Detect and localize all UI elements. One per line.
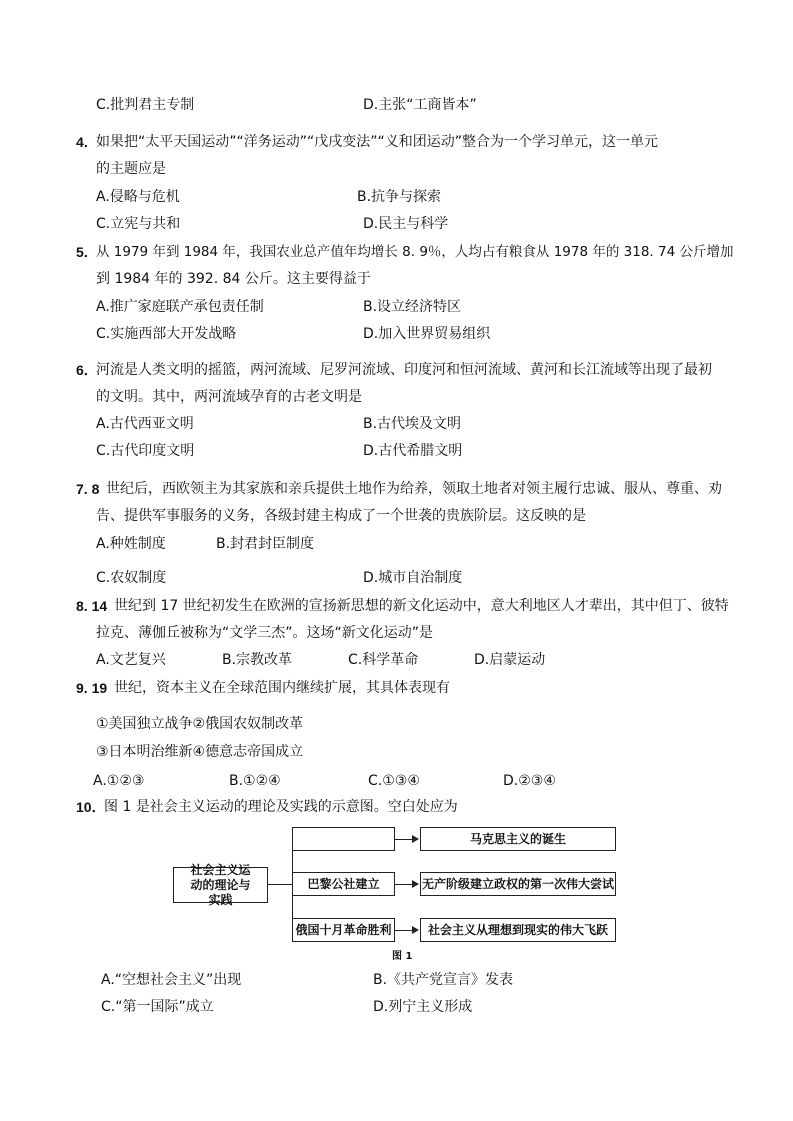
diagram-row1-right-box: [420, 827, 616, 851]
q3-option-d: D.主张“工商皆本”: [363, 97, 477, 113]
diagram-row1-arrow-line: [395, 839, 412, 840]
q9-statement-3-4: ③日本明治维新④德意志帝国成立: [96, 744, 304, 760]
q7-option-c: C.农奴制度: [96, 570, 167, 586]
q8-option-b: B.宗教改革: [222, 652, 293, 668]
q4-number: 4．: [76, 134, 98, 150]
diagram-root-box: [173, 862, 268, 907]
diagram-row3-left-box: [292, 918, 395, 942]
q6-stem-line1: 河流是人类文明的摇篮，两河流域、尼罗河流域、印度河和恒河流域、黄河和长江流域等出现了最初: [96, 362, 712, 378]
q10-number: 10．: [76, 799, 106, 815]
diagram-row3-right-label: 社会主义从理想到现实的伟大飞跃: [427, 922, 608, 937]
q8-option-d: D.启蒙运动: [474, 652, 546, 668]
q5-option-c: C.实施西部大开发战略: [96, 326, 237, 342]
diagram-row3-left-label: 俄国十月革命胜利: [295, 922, 392, 937]
q4-option-d: D.民主与科学: [363, 216, 449, 232]
q8-option-a: A.文艺复兴: [96, 652, 166, 668]
q5-stem-line1: 从 1979 年到 1984 年，我国农业总产值年均增长 8. 9％，人均占有粮食从 1978 年的 318. 74 公斤增加: [96, 244, 734, 260]
q10-stem-line1: 图 1 是社会主义运动的理论及实践的示意图。空白处应为: [104, 799, 458, 815]
q5-option-a: A.推广家庭联产承包责任制: [96, 299, 264, 315]
q7-stem-line1: 世纪后，西欧领主为其家族和亲兵提供土地作为给养，领取土地者对领主履行忠诚、服从、尊重、劝: [106, 481, 722, 497]
q8-option-c: C.科学革命: [348, 652, 419, 668]
q4-stem-line2: 的主题应是: [96, 161, 166, 177]
q4-option-b: B.抗争与探索: [357, 189, 442, 205]
q5-option-d: D.加入世界贸易组织: [363, 326, 491, 342]
q6-option-a: A.古代西亚文明: [96, 416, 194, 432]
diagram-row2-left-box: [292, 872, 395, 896]
diagram-row1-right-label: 马克思主义的诞生: [469, 831, 566, 846]
diagram-root-label: 社会主义运动的理论与实践: [190, 862, 251, 907]
q9-option-a: A.①②③: [93, 773, 145, 789]
q3-option-c: C.批判君主专制: [96, 97, 195, 113]
q7-number: 7. 8: [76, 481, 100, 497]
diagram-blank-box: [292, 827, 395, 851]
q10-option-b: B.《共产党宣言》发表: [373, 972, 514, 988]
q9-number: 9. 19: [76, 680, 108, 696]
q5-stem-line2: 到 1984 年的 392. 84 公斤。这主要得益于: [96, 271, 371, 287]
q6-number: 6．: [76, 362, 98, 378]
q6-stem-line2: 的文明。其中，两河流域孕育的古老文明是: [96, 389, 362, 405]
q4-stem-line1: 如果把“太平天国运动”“洋务运动”“戊戌变法”“义和团运动”整合为一个学习单元，这一单元: [96, 134, 659, 150]
q9-statement-1-2: ①美国独立战争②俄国农奴制改革: [96, 716, 304, 732]
q7-option-a: A.种姓制度: [96, 536, 166, 552]
q6-option-b: B.古代埃及文明: [363, 416, 462, 432]
q9-stem-line1: 世纪，资本主义在全球范围内继续扩展，其具体表现有: [114, 680, 450, 696]
q5-option-b: B.设立经济特区: [363, 299, 462, 315]
q9-option-b: B.①②④: [229, 773, 281, 789]
q8-stem-line1: 世纪到 17 世纪初发生在欧洲的宣扬新思想的新文化运动中，意大利地区人才辈出，其中但丁、彼特: [114, 598, 729, 614]
q9-option-c: C.①③④: [368, 773, 420, 789]
q9-option-d: D.②③④: [503, 773, 556, 789]
q4-option-c: C.立宪与共和: [96, 216, 181, 232]
q7-option-b: B.封君封臣制度: [216, 536, 315, 552]
figure-caption: 图 1: [392, 951, 413, 962]
q7-stem-line2: 告、提供军事服务的义务，各级封建主构成了一个世袭的贵族阶层。这反映的是: [96, 508, 586, 524]
diagram-row2-left-label: 巴黎公社建立: [307, 876, 380, 891]
q10-option-d: D.列宁主义形成: [373, 999, 473, 1015]
q8-stem-line2: 拉克、薄伽丘被称为“文学三杰”。这场“新文化运动”是: [96, 625, 434, 641]
diagram-row3-arrow-line: [395, 930, 412, 931]
diagram-root-connector: [268, 884, 292, 885]
diagram-row1-arrowhead: [412, 835, 419, 843]
q6-option-c: C.古代印度文明: [96, 443, 195, 459]
q6-option-d: D.古代希腊文明: [363, 443, 463, 459]
q10-option-a: A.“空想社会主义”出现: [101, 972, 242, 988]
diagram-row2-right-label: 无产阶级建立政权的第一次伟大尝试: [421, 876, 614, 891]
q8-number: 8. 14: [76, 598, 108, 614]
diagram-row3-right-box: [420, 918, 616, 942]
q4-option-a: A.侵略与危机: [96, 189, 180, 205]
q10-option-c: C.“第一国际”成立: [101, 999, 214, 1015]
diagram-row2-arrow-line: [395, 884, 412, 885]
diagram-row3-arrowhead: [412, 926, 419, 934]
q5-number: 5．: [76, 244, 98, 260]
q7-option-d: D.城市自治制度: [363, 570, 463, 586]
diagram-row2-right-box: [420, 872, 616, 896]
diagram-row2-arrowhead: [412, 880, 419, 888]
